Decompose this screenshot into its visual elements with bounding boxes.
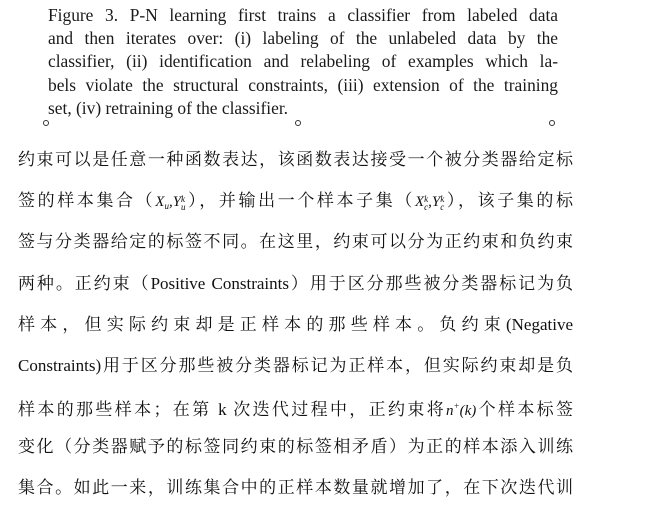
math-subscript: c [424, 202, 429, 212]
latin-term: k [211, 400, 234, 419]
text-run: ），该子集的标 [444, 191, 574, 211]
text-run: ）用于区分那些被分类器标记为负 [288, 274, 574, 294]
body-line: 约束可以是任意一种函数表达，该函数表达接受一个被分类器给定标 [18, 150, 573, 170]
text-run: 用于区分那些被分类器标记为正样本，但实际约束却是负 [101, 356, 573, 376]
math-symbol: X [414, 194, 425, 210]
body-line [18, 304, 573, 345]
math-superscript: k [424, 194, 429, 204]
latin-term: Constraints) [18, 356, 102, 375]
latin-term: (Negative [505, 315, 573, 334]
body-line [18, 181, 573, 222]
text-run: ），并输出一个样本子集（ [185, 191, 415, 211]
caption-line: Figure 3. P-N learning first trains a classifier from labeled data [48, 5, 558, 25]
caption-line: classifier, (ii) identification and relabeling of examples which la- [48, 51, 558, 72]
selection-handle-right[interactable] [549, 120, 555, 126]
math-expression [446, 403, 476, 419]
math-symbol: n [446, 403, 454, 419]
math-symbol: Y [172, 194, 182, 210]
text-run: 样本的那些样本；在第 [18, 400, 212, 420]
figure-caption [48, 4, 558, 120]
caption-line: bels violate the structural constraints, (iii) extension of the training [48, 74, 558, 95]
math-subscript: u [164, 201, 169, 211]
math-separator: , [428, 194, 432, 210]
latin-term: Positive Constraints [150, 274, 289, 293]
body-line: 集合。如此一来，训练集合中的正样本数量就增加了，在下次迭代训 [18, 478, 573, 498]
caption-line: and then iterates over: (i) labeling of the unlabeled data by the [48, 28, 558, 49]
text-run: 签的样本集合（ [18, 191, 156, 211]
text-run: 个样本标签 [476, 400, 574, 420]
selection-handle-center[interactable] [295, 120, 301, 126]
math-subscript: c [440, 202, 445, 212]
math-superscript: k [181, 194, 186, 204]
math-separator: , [168, 194, 173, 210]
math-expression [415, 194, 444, 210]
body-line: 变化（分类器赋予的标签同约束的标签相矛盾）为正的样本添入训练 [18, 437, 573, 457]
selection-handle-left[interactable] [43, 120, 49, 126]
math-argument: (k) [459, 403, 477, 419]
math-superscript: k [440, 194, 445, 204]
body-line [18, 345, 573, 386]
body-paragraph [18, 140, 573, 509]
text-run: 次迭代过程中，正约束将 [233, 400, 447, 420]
math-symbol: Y [431, 194, 441, 210]
math-symbol: X [155, 194, 165, 210]
body-line: 签与分类器给定的标签不同。在这里，约束可以分为正约束和负约束 [18, 232, 573, 252]
math-superscript: + [453, 401, 460, 411]
text-run: 两种。正约束（ [18, 274, 151, 294]
caption-line: set, (iv) retraining of the classifier. [48, 97, 289, 118]
body-line [18, 263, 573, 304]
math-expression [155, 194, 185, 210]
text-run: 样本，但实际约束却是正样本的那些样本。负约束 [18, 315, 506, 335]
body-line [18, 386, 573, 427]
math-subscript: u [181, 202, 186, 212]
